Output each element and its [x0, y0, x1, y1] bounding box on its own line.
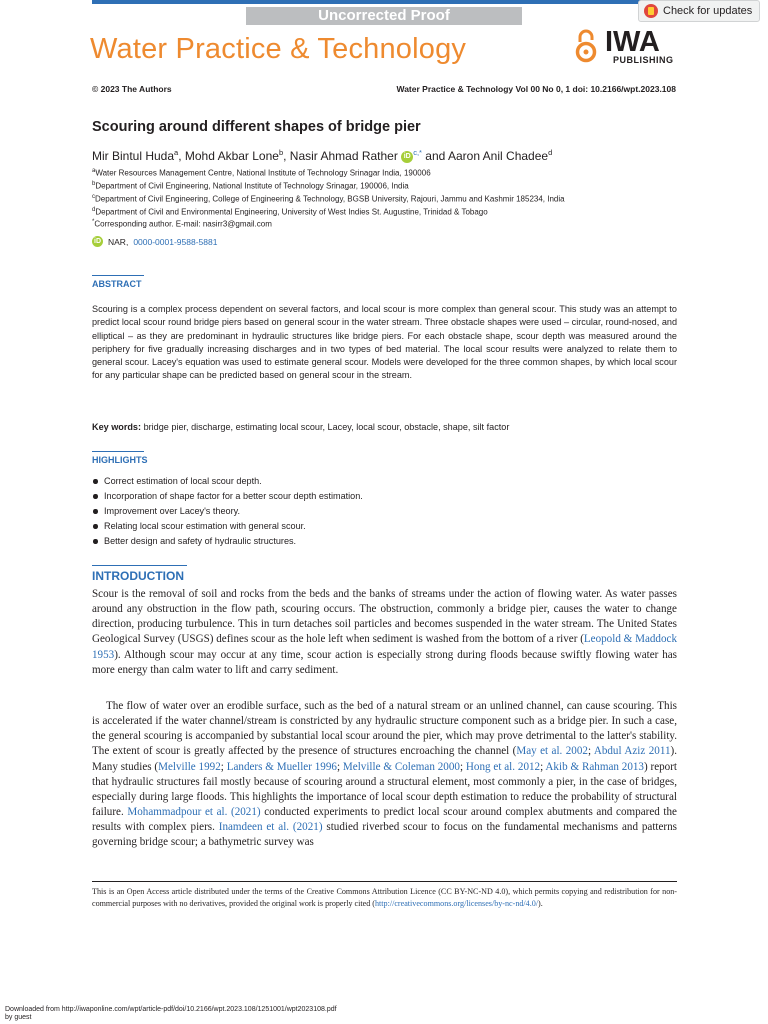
list-item: Better design and safety of hydraulic structures. — [92, 534, 363, 549]
intro-paragraph-2: The flow of water over an erodible surface, such as the bed of a natural stream or an unlined channel, can cause scouring. This is accelerated if the water channel/stream is constricted by any hydraulic structure component such as a bridge pier. In such a case, the general scouring is accompanied by substantial local scour around the pier, which may prove detrimental to the latter's stability. The extent of scour is greatly affected by the presence of structures encroaching the channel (May et al. 2002; Abdul Aziz 2011). Many studies (Melville 1992; Landers & Mueller 1996; Melville & Coleman 2000; Hong et al. 2012; Akib & Rahman 2013) report that hydraulic structures fail mostly because of scouring around a structural element, most commonly a pier, in the case of bridges, especially during large floods. This highlights the importance of local scour depth estimation to reduce the probability of structural failure. Mohammadpour et al. (2021) conducted experiments to predict local scour around complex abutments and compared the results with complex piers. Inamdeen et al. (2021) studied riverbed scour to focus on the fundamental mechanisms and patterns governing bridge scour; a bathymetric survey was — [92, 700, 678, 849]
author-affil-mark: a — [174, 148, 179, 157]
check-for-updates-label: Check for updates — [663, 5, 753, 17]
bookmark-icon — [644, 4, 658, 18]
footnote-divider — [92, 881, 677, 882]
list-item: Improvement over Lacey's theory. — [92, 504, 363, 519]
svg-text:PUBLISHING: PUBLISHING — [613, 55, 674, 65]
citation-link[interactable]: Hong et al. 2012 — [465, 760, 541, 773]
author-affil-mark: d — [548, 148, 553, 157]
license-link[interactable]: http://creativecommons.org/licenses/by-nc-nd/4.0/ — [374, 899, 539, 909]
citation-link[interactable]: Abdul Aziz 2011 — [593, 745, 671, 758]
intro-paragraph-1: Scour is the removal of soil and rocks from the beds and the banks of streams under the action of flowing water. As water passes around any obstruction in the flow path, scouring occurs. The obstruction, commonly a bridge pier, causes the water to change direction, producing turbulence. This in turn detaches soil particles and becomes suspended in the water stream. The United States Geological Survey (USGS) defines scour as the hole left when sediment is washed from the bottom of a river (Leopold & Maddock 1953). Although scour may occur at any time, scour action is especially strong during floods because swiftly flowing water has more energy than calm water to lift and carry sediment. — [92, 588, 677, 676]
highlights-heading: HIGHLIGHTS — [92, 455, 148, 465]
citation-link[interactable]: Leopold & Maddock 1953 — [92, 633, 677, 661]
orcid-link[interactable]: 0000-0001-9588-5881 — [133, 236, 218, 247]
keywords-label: Key words: — [92, 422, 142, 432]
svg-text:IWA: IWA — [605, 26, 660, 58]
journal-title: Water Practice & Technology — [90, 33, 467, 65]
affiliations — [92, 166, 565, 230]
citation-link[interactable]: May et al. 2002 — [516, 745, 588, 758]
citation-link[interactable]: Akib & Rahman 2013 — [545, 760, 644, 773]
orcid-line — [92, 236, 217, 247]
author-list: Mir Bintul Huda$^a$, Mohd Akbar Lone$^b$, Nasir Ahmad Rather iD $^{c,*}$ and Aaron Anil Chadee$^d$ — [92, 148, 553, 163]
download-stamp: Downloaded from http://iwaponline.com/wpt/article-pdf/doi/10.2166/wpt.2023.108/1251001/wpt2023108.pdf by guest — [5, 1006, 337, 1021]
orcid-icon[interactable]: iD — [401, 151, 413, 163]
abstract-text: Scouring is a complex process dependent on several factors, and local scour is more complex than general scour. This study was an attempt to predict local scour round bridge piers based on general scour in the water stream. Three obstacle shapes were used – circular, round-nosed, and elliptical – as they are predominant in hydraulic structures like bridge piers. For each obstacle shape, scour depth was measured around the periphery for five gradually increasing discharges and in two types of bed material. The local scour results were analyzed to relate them to general scour. Lacey's equation was used to estimate general scour. Models were developed for the three common shapes, by which local scour for any particular shape can be predicted based on general scour in the stream. — [92, 304, 677, 381]
abstract-heading: ABSTRACT — [92, 279, 142, 289]
affiliation: $^b$Department of Civil Engineering, National Institute of Technology Srinagar, 190006, India — [92, 180, 409, 191]
author-name[interactable]: Aaron Anil Chadee — [447, 149, 549, 163]
citation-link[interactable]: Melville 1992 — [158, 760, 221, 773]
list-item: Relating local scour estimation with general scour. — [92, 519, 363, 534]
copyright-line: © 2023 The Authors — [92, 84, 172, 94]
list-item: Correct estimation of local scour depth. — [92, 474, 363, 489]
affiliation: $^d$Department of Civil and Environmental Engineering, University of West Indies St. Augustine, Trinidad & Tobago — [92, 206, 488, 217]
citation-link[interactable]: Melville & Coleman 2000 — [342, 760, 460, 773]
orcid-label: NAR, — [108, 236, 129, 247]
author-affil-mark: c,* — [413, 148, 422, 157]
affiliation: $^a$Water Resources Management Centre, National Institute of Technology Srinagar India, 190006 — [92, 168, 431, 178]
keywords — [92, 422, 509, 432]
corresponding-author: *Corresponding author. E-mail: nasirr3@gmail.com — [92, 219, 272, 230]
citation-line: Water Practice & Technology Vol 00 No 0, 1 doi: 10.2166/wpt.2023.108 — [396, 84, 676, 94]
highlights-list — [92, 474, 363, 549]
author-name[interactable]: Mir Bintul Huda — [92, 149, 175, 163]
iwa-publishing-logo — [604, 24, 676, 66]
article-title: Scouring around different shapes of bridge pier — [92, 119, 421, 135]
author-name[interactable]: Nasir Ahmad Rather — [289, 149, 398, 163]
citation-link[interactable]: Inamdeen et al. (2021) — [218, 821, 323, 834]
uncorrected-proof-banner: Uncorrected Proof — [246, 7, 522, 25]
author-affil-mark: b — [278, 148, 284, 157]
author-name[interactable]: Mohd Akbar Lone — [184, 149, 279, 163]
affiliation: $^c$Department of Civil Engineering, College of Engineering & Technology, BGSB University, Rajouri, Jammu and Kashmir 185234, India — [92, 193, 565, 204]
citation-link[interactable]: Landers & Mueller 1996 — [226, 760, 337, 773]
license-note: This is an Open Access article distributed under the terms of the Creative Commons Attribution Licence (CC BY-NC-ND 4.0), which permits copying and redistribution for non-commercial purposes with no derivatives, provided the original work is properly cited (http://creativecommons.org/licenses/by-nc-nd/4.0/). — [92, 887, 677, 909]
orcid-icon[interactable]: iD — [94, 238, 101, 245]
citation-link[interactable]: Mohammadpour et al. (2021) — [127, 806, 261, 819]
keywords-list: bridge pier, discharge, estimating local scour, Lacey, local scour, obstacle, shape, silt factor — [143, 422, 510, 432]
introduction-heading: INTRODUCTION — [92, 569, 184, 583]
open-access-icon — [575, 28, 597, 64]
top-rule — [92, 0, 676, 4]
check-for-updates-button[interactable] — [638, 0, 760, 22]
list-item: Incorporation of shape factor for a better scour depth estimation. — [92, 489, 363, 504]
